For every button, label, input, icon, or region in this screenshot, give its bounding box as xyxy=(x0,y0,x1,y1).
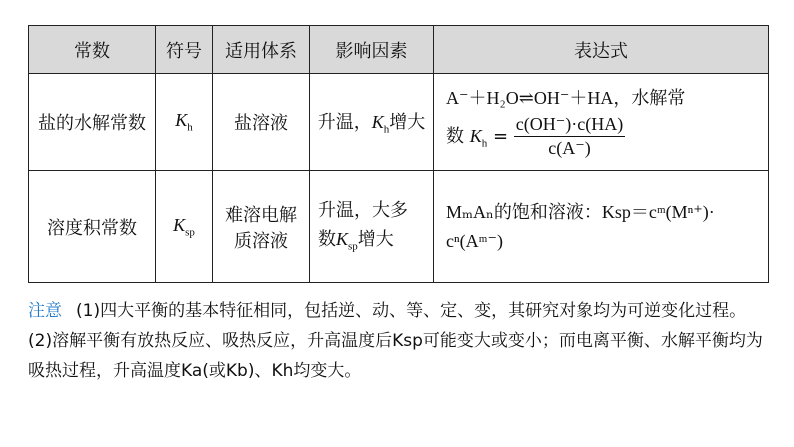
header-constant: 常数 xyxy=(29,26,156,74)
hydrolysis-factor: 升温，$K_h$增大 xyxy=(310,74,434,171)
note-paragraph-1: 注意 (1)四大平衡的基本特征相同，包括逆、动、等、定、变，其研究对象均为可逆变化过程。 xyxy=(28,301,747,321)
header-factor: 影响因素 xyxy=(310,26,434,74)
note-paragraph-2: (2)溶解平衡有放热反应、吸热反应，升高温度后Ksp可能变大或变小；而电离平衡、水解平衡均为吸热过程，升高温度Ka(或Kb)、Kh均变大。 xyxy=(28,331,763,381)
solubility-expression xyxy=(434,171,769,283)
hydrolysis-name: 盐的水解常数 xyxy=(29,74,156,171)
hydrolysis-fraction: $\frac{c(OH^-)\cdot c(HA)}{c(A^-)}$ xyxy=(515,113,624,158)
solubility-factor: 升温，大多 数$K_{sp}$增大 xyxy=(310,171,434,283)
solubility-symbol: $K_{sp}$ xyxy=(156,171,213,283)
hydrolysis-symbol: $K_h$ xyxy=(156,74,213,171)
table-row-solubility xyxy=(29,171,769,283)
header-expression: 表达式 xyxy=(434,26,769,74)
header-symbol: 符号 xyxy=(156,26,213,74)
solubility-expression-line2: cⁿ(Aᵐ⁻) xyxy=(446,230,503,251)
constants-table xyxy=(28,25,769,283)
hydrolysis-expression xyxy=(434,74,769,171)
hydrolysis-formula: 数 $K_h$ = $\frac{c(OH^-)\cdot c(HA)}{c(A^-)}$ xyxy=(446,113,762,161)
note-section xyxy=(28,296,773,386)
table-header-row xyxy=(29,26,769,74)
solubility-expression-line1: MₘAₙ的饱和溶液：Ksp＝cᵐ(Mⁿ⁺)· xyxy=(446,201,715,222)
solubility-name: 溶度积常数 xyxy=(29,171,156,283)
solubility-system: 难溶电解质溶液 xyxy=(213,171,310,283)
hydrolysis-system: 盐溶液 xyxy=(213,74,310,171)
hydrolysis-equation: A⁻＋H₂O⇌OH⁻＋HA，水解常 xyxy=(446,87,686,108)
header-system: 适用体系 xyxy=(213,26,310,74)
note-label: 注意 xyxy=(28,301,62,321)
table-row-hydrolysis xyxy=(29,74,769,171)
